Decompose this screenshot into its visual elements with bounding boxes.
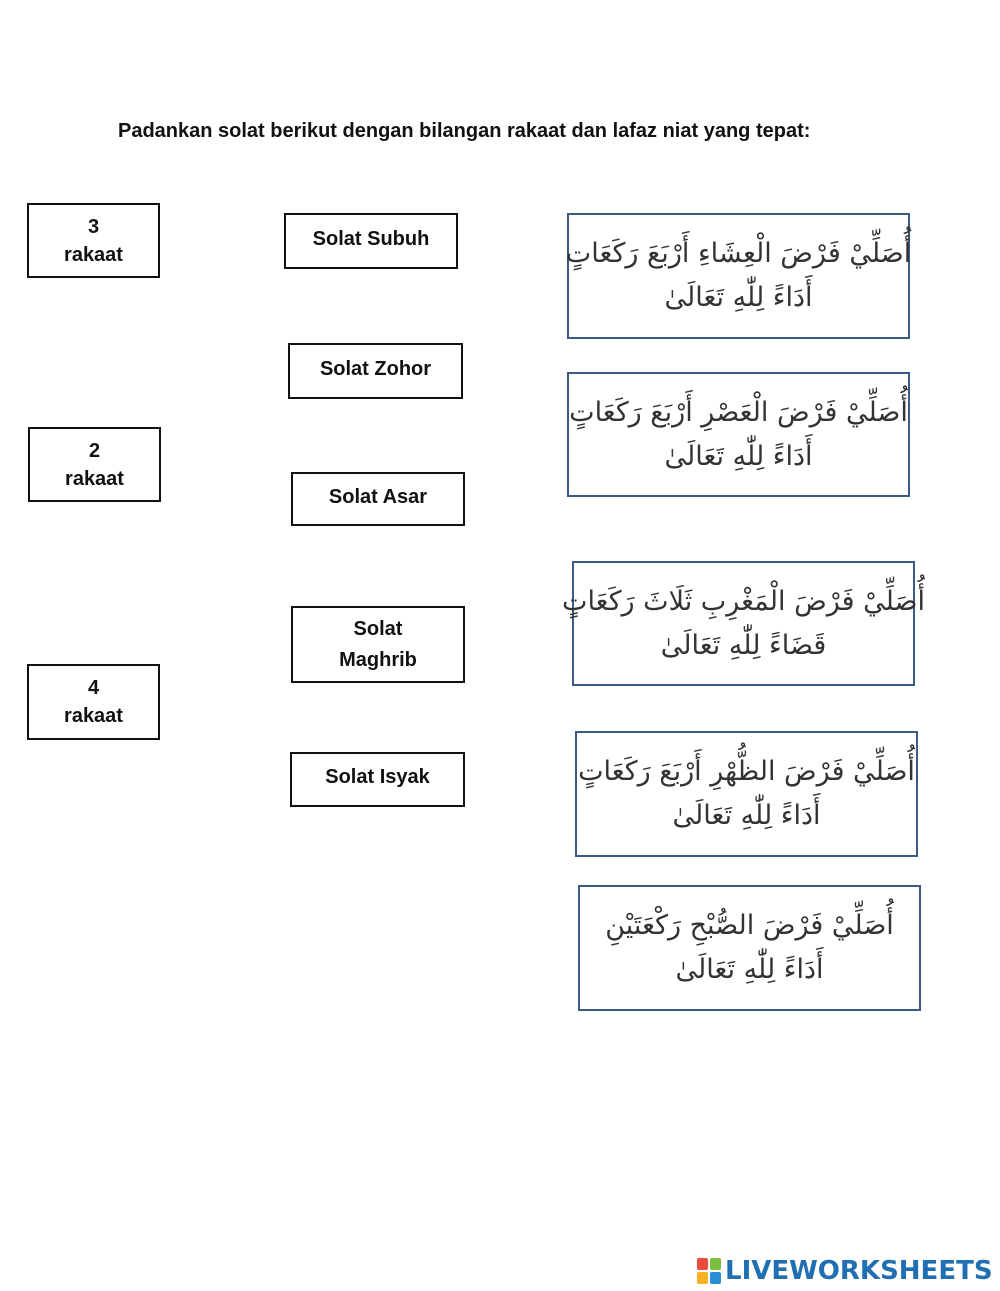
logo-square-green [710, 1258, 721, 1270]
prayer-label: Solat Zohor [319, 358, 432, 380]
prayer-box-zohor[interactable] [288, 343, 463, 399]
instruction-text: Padankan solat berikut dengan bilangan rakaat dan lafaz niat yang tepat: [118, 120, 811, 142]
niat-line1: أُصَلِّيْ فَرْضَ الْمَغْرِبِ ثَلَاثَ رَكَعَاتٍ [562, 585, 925, 617]
rakaat-label: rakaat [65, 467, 124, 490]
rakaat-label: rakaat [64, 705, 123, 727]
rakaat-box-3[interactable] [27, 203, 160, 278]
prayer-label: Solat Isyak [325, 766, 430, 788]
prayer-label: Solat Subuh [312, 228, 430, 250]
niat-box-maghrib[interactable] [562, 561, 925, 686]
rakaat-number: 4 [87, 677, 100, 699]
niat-line1: أُصَلِّيْ فَرْضَ الصُّبْحِ رَكْعَتَيْنِ [605, 910, 894, 941]
niat-line1: أُصَلِّيْ فَرْضَ الْعَصْرِ أَرْبَعَ رَكَعَاتٍ [569, 396, 908, 428]
prayer-box-maghrib[interactable] [291, 606, 465, 683]
logo-text: LIVEWORKSHEETS [725, 1256, 993, 1286]
niat-line2: أَدَاءً لِلّٰهِ تَعَالَىٰ [664, 440, 813, 472]
liveworksheets-logo-icon [697, 1258, 721, 1284]
rakaat-box-4[interactable] [27, 664, 160, 740]
niat-line2: أَدَاءً لِلّٰهِ تَعَالَىٰ [664, 282, 813, 313]
niat-line2: أَدَاءً لِلّٰهِ تَعَالَىٰ [675, 954, 824, 985]
rakaat-number: 2 [88, 439, 101, 462]
rakaat-number: 3 [87, 215, 100, 238]
logo-square-yellow [697, 1272, 708, 1284]
niat-line1: أُصَلِّيْ فَرْضَ الظُّهْرِ أَرْبَعَ رَكَعَاتٍ [578, 756, 915, 787]
niat-box-asar[interactable] [567, 372, 910, 497]
niat-line2: قَضَاءً لِلّٰهِ تَعَالَىٰ [660, 629, 827, 661]
logo-square-red [697, 1258, 708, 1270]
logo-square-blue [710, 1272, 721, 1284]
niat-line2: أَدَاءً لِلّٰهِ تَعَالَىٰ [672, 800, 821, 831]
prayer-box-subuh[interactable] [284, 213, 458, 269]
prayer-box-isyak[interactable] [290, 752, 465, 807]
prayer-label: Solat Asar [328, 486, 428, 508]
rakaat-box-2[interactable] [28, 427, 161, 502]
niat-box-subuh[interactable] [578, 885, 921, 1011]
niat-box-isyak[interactable] [567, 213, 910, 339]
rakaat-label: rakaat [64, 243, 123, 266]
liveworksheets-logo[interactable] [697, 1256, 993, 1286]
niat-line1: أُصَلِّيْ فَرْضَ الْعِشَاءِ أَرْبَعَ رَكَعَاتٍ [565, 238, 912, 269]
prayer-label-line2: Maghrib [339, 648, 417, 671]
niat-box-zohor[interactable] [575, 731, 918, 857]
prayer-box-asar[interactable] [291, 472, 465, 526]
prayer-label-line1: Solat [353, 617, 403, 640]
